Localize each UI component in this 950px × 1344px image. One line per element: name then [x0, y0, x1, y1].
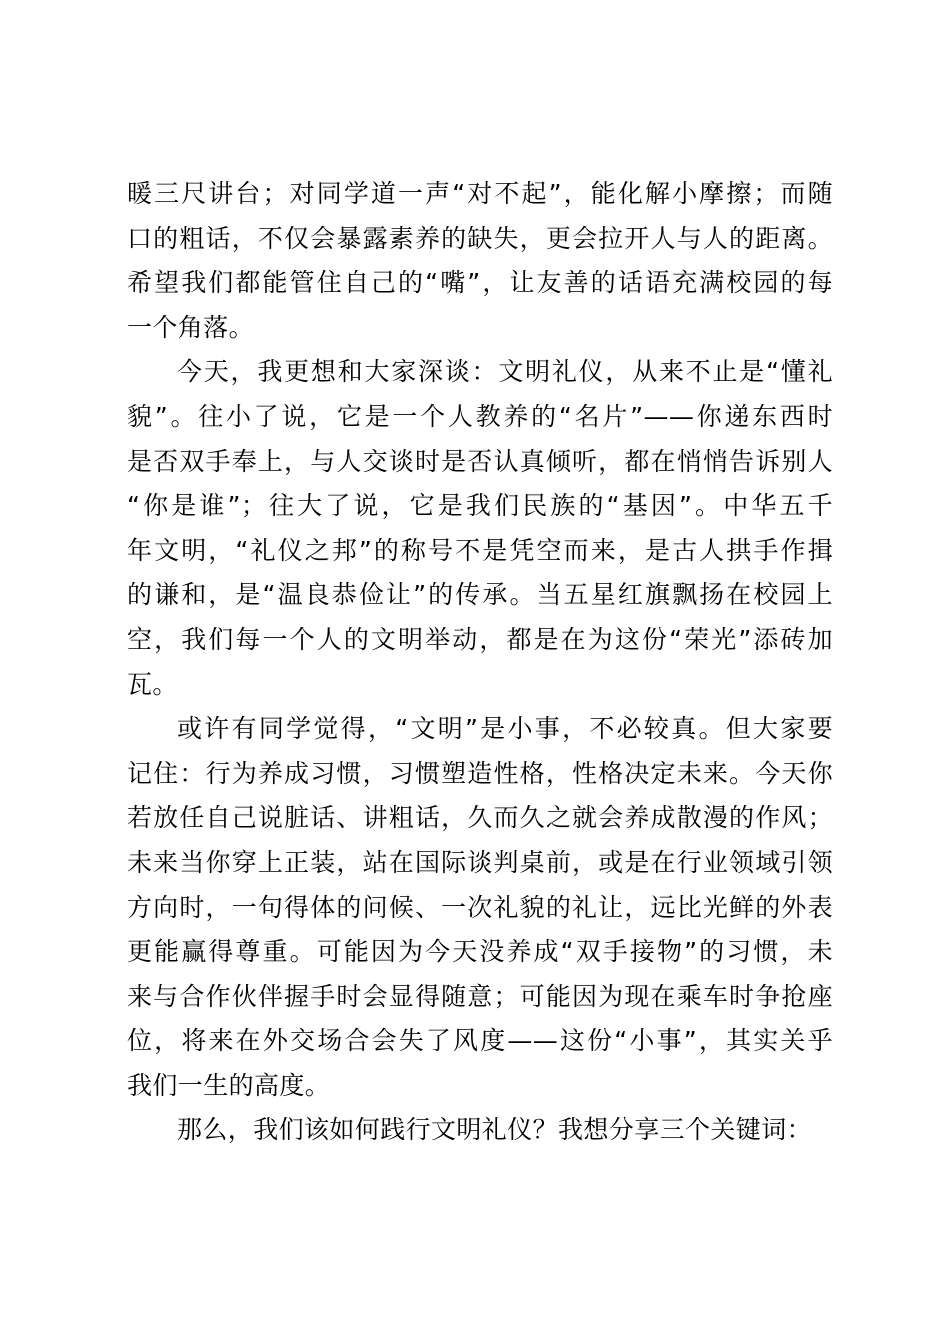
- text-line: 今天，我更想和大家深谈：文明礼仪，从来不止是“懂礼: [177, 357, 833, 387]
- paragraph-1: [127, 172, 833, 350]
- text-line: 年文明，“礼仪之邦”的称号不是凭空而来，是古人拱手作揖: [127, 535, 833, 565]
- text-line: 或许有同学觉得，“文明”是小事，不必较真。但大家要: [177, 714, 833, 744]
- paragraph-4: [127, 1108, 833, 1153]
- text-line: 来与合作伙伴握手时会显得随意；可能因为现在乘车时争抢座: [127, 981, 833, 1011]
- text-line: 更能赢得尊重。可能因为今天没养成“双手接物”的习惯，未: [127, 937, 833, 967]
- text-line: 方向时，一句得体的问候、一次礼貌的礼让，远比光鲜的外表: [127, 892, 833, 922]
- paragraph-2: [127, 350, 833, 707]
- text-line: 希望我们都能管住自己的“嘴”，让友善的话语充满校园的每: [127, 268, 833, 298]
- text-line: 是否双手奉上，与人交谈时是否认真倾听，都在悄悄告诉别人: [127, 446, 833, 476]
- text-line: 记住：行为养成习惯，习惯塑造性格，性格决定未来。今天你: [127, 758, 833, 788]
- text-line: 的谦和，是“温良恭俭让”的传承。当五星红旗飘扬在校园上: [127, 580, 833, 610]
- text-line: 我们一生的高度。: [127, 1070, 331, 1100]
- text-line: 空，我们每一个人的文明举动，都是在为这份“荣光”添砖加: [127, 624, 833, 654]
- text-line: 貌”。往小了说，它是一个人教养的“名片”——你递东西时: [127, 401, 833, 431]
- text-line: 瓦。: [127, 669, 178, 699]
- body-text: [127, 172, 833, 1153]
- text-line: 一个角落。: [127, 312, 255, 342]
- text-line: 位，将来在外交场合会失了风度——这份“小事”，其实关乎: [127, 1026, 833, 1056]
- text-line: 若放任自己说脏话、讲粗话，久而久之就会养成散漫的作风；: [127, 803, 833, 833]
- text-line: 那么，我们该如何践行文明礼仪？我想分享三个关键词：: [177, 1115, 813, 1145]
- text-line: 未来当你穿上正装，站在国际谈判桌前，或是在行业领域引领: [127, 847, 833, 877]
- text-line: 口的粗话，不仅会暴露素养的缺失，更会拉开人与人的距离。: [127, 223, 833, 253]
- text-line: 暖三尺讲台；对同学道一声“对不起”，能化解小摩擦；而随: [127, 179, 833, 208]
- paragraph-3: [127, 707, 833, 1108]
- text-line: “你是谁”；往大了说，它是我们民族的“基因”。中华五千: [127, 491, 833, 521]
